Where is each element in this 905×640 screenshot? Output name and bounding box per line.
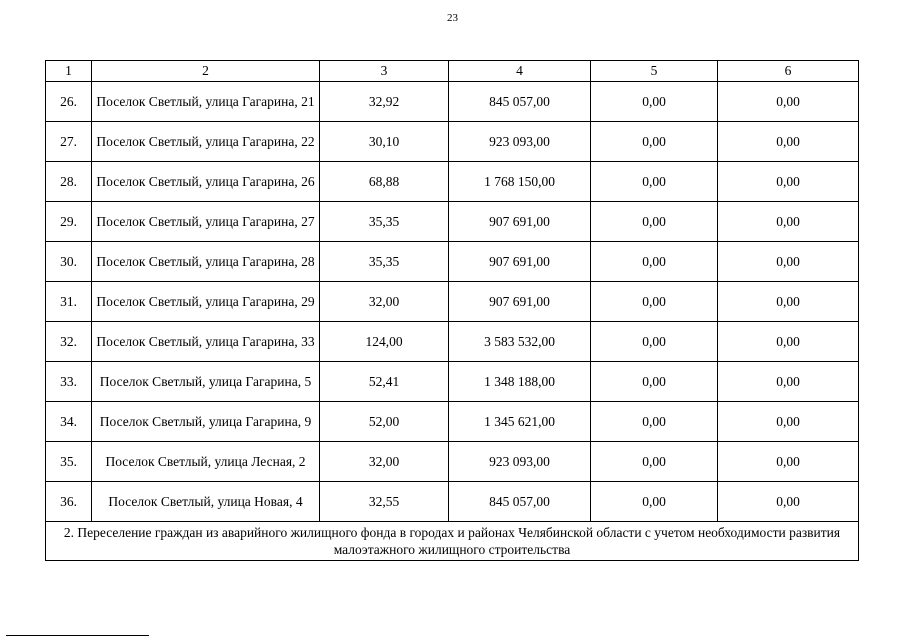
row-number: 35. (46, 442, 92, 482)
row-number: 30. (46, 242, 92, 282)
area-cell: 32,00 (320, 282, 449, 322)
area-cell: 30,10 (320, 122, 449, 162)
column-header: 6 (718, 61, 859, 82)
row-number: 31. (46, 282, 92, 322)
value-cell-5: 0,00 (591, 442, 718, 482)
value-cell-5: 0,00 (591, 402, 718, 442)
cost-cell: 1 768 150,00 (449, 162, 591, 202)
value-cell-5: 0,00 (591, 322, 718, 362)
value-cell-6: 0,00 (718, 162, 859, 202)
area-cell: 32,92 (320, 82, 449, 122)
value-cell-6: 0,00 (718, 282, 859, 322)
table-header-row (46, 61, 859, 82)
table-row (46, 322, 859, 362)
area-cell: 68,88 (320, 162, 449, 202)
section-title: 2. Переселение граждан из аварийного жилищного фонда в городах и районах Челябинской области с учетом необходимости развития малоэтажного жилищного строительства (46, 522, 859, 561)
page-number: 23 (447, 12, 458, 24)
table-row (46, 282, 859, 322)
table-row (46, 202, 859, 242)
cost-cell: 1 345 621,00 (449, 402, 591, 442)
address-cell: Поселок Светлый, улица Гагарина, 27 (92, 202, 320, 242)
value-cell-5: 0,00 (591, 362, 718, 402)
cost-cell: 923 093,00 (449, 122, 591, 162)
address-cell: Поселок Светлый, улица Гагарина, 22 (92, 122, 320, 162)
area-cell: 52,41 (320, 362, 449, 402)
row-number: 29. (46, 202, 92, 242)
column-header: 5 (591, 61, 718, 82)
address-cell: Поселок Светлый, улица Лесная, 2 (92, 442, 320, 482)
row-number: 27. (46, 122, 92, 162)
address-cell: Поселок Светлый, улица Гагарина, 26 (92, 162, 320, 202)
value-cell-6: 0,00 (718, 242, 859, 282)
address-cell: Поселок Светлый, улица Гагарина, 9 (92, 402, 320, 442)
housing-table (45, 60, 859, 561)
table-row (46, 482, 859, 522)
value-cell-6: 0,00 (718, 402, 859, 442)
value-cell-5: 0,00 (591, 162, 718, 202)
table-row (46, 362, 859, 402)
address-cell: Поселок Светлый, улица Гагарина, 21 (92, 82, 320, 122)
address-cell: Поселок Светлый, улица Гагарина, 28 (92, 242, 320, 282)
column-header: 3 (320, 61, 449, 82)
area-cell: 32,55 (320, 482, 449, 522)
area-cell: 124,00 (320, 322, 449, 362)
row-number: 33. (46, 362, 92, 402)
address-cell: Поселок Светлый, улица Гагарина, 33 (92, 322, 320, 362)
row-number: 34. (46, 402, 92, 442)
address-cell: Поселок Светлый, улица Гагарина, 29 (92, 282, 320, 322)
cost-cell: 923 093,00 (449, 442, 591, 482)
table-row (46, 82, 859, 122)
cost-cell: 907 691,00 (449, 202, 591, 242)
column-header: 4 (449, 61, 591, 82)
value-cell-5: 0,00 (591, 282, 718, 322)
cost-cell: 907 691,00 (449, 282, 591, 322)
section-row (46, 522, 859, 561)
cost-cell: 1 348 188,00 (449, 362, 591, 402)
value-cell-5: 0,00 (591, 82, 718, 122)
value-cell-5: 0,00 (591, 242, 718, 282)
value-cell-5: 0,00 (591, 122, 718, 162)
value-cell-6: 0,00 (718, 442, 859, 482)
cost-cell: 845 057,00 (449, 482, 591, 522)
table-row (46, 122, 859, 162)
cost-cell: 845 057,00 (449, 82, 591, 122)
row-number: 28. (46, 162, 92, 202)
address-cell: Поселок Светлый, улица Гагарина, 5 (92, 362, 320, 402)
value-cell-6: 0,00 (718, 362, 859, 402)
area-cell: 35,35 (320, 202, 449, 242)
value-cell-6: 0,00 (718, 202, 859, 242)
column-header: 1 (46, 61, 92, 82)
table-row (46, 402, 859, 442)
row-number: 36. (46, 482, 92, 522)
row-number: 26. (46, 82, 92, 122)
value-cell-5: 0,00 (591, 482, 718, 522)
value-cell-6: 0,00 (718, 482, 859, 522)
cost-cell: 3 583 532,00 (449, 322, 591, 362)
value-cell-6: 0,00 (718, 122, 859, 162)
area-cell: 52,00 (320, 402, 449, 442)
address-cell: Поселок Светлый, улица Новая, 4 (92, 482, 320, 522)
area-cell: 32,00 (320, 442, 449, 482)
value-cell-6: 0,00 (718, 82, 859, 122)
table-row (46, 442, 859, 482)
table-row (46, 162, 859, 202)
table-row (46, 242, 859, 282)
column-header: 2 (92, 61, 320, 82)
value-cell-6: 0,00 (718, 322, 859, 362)
value-cell-5: 0,00 (591, 202, 718, 242)
footnote-separator (6, 635, 149, 636)
area-cell: 35,35 (320, 242, 449, 282)
cost-cell: 907 691,00 (449, 242, 591, 282)
row-number: 32. (46, 322, 92, 362)
